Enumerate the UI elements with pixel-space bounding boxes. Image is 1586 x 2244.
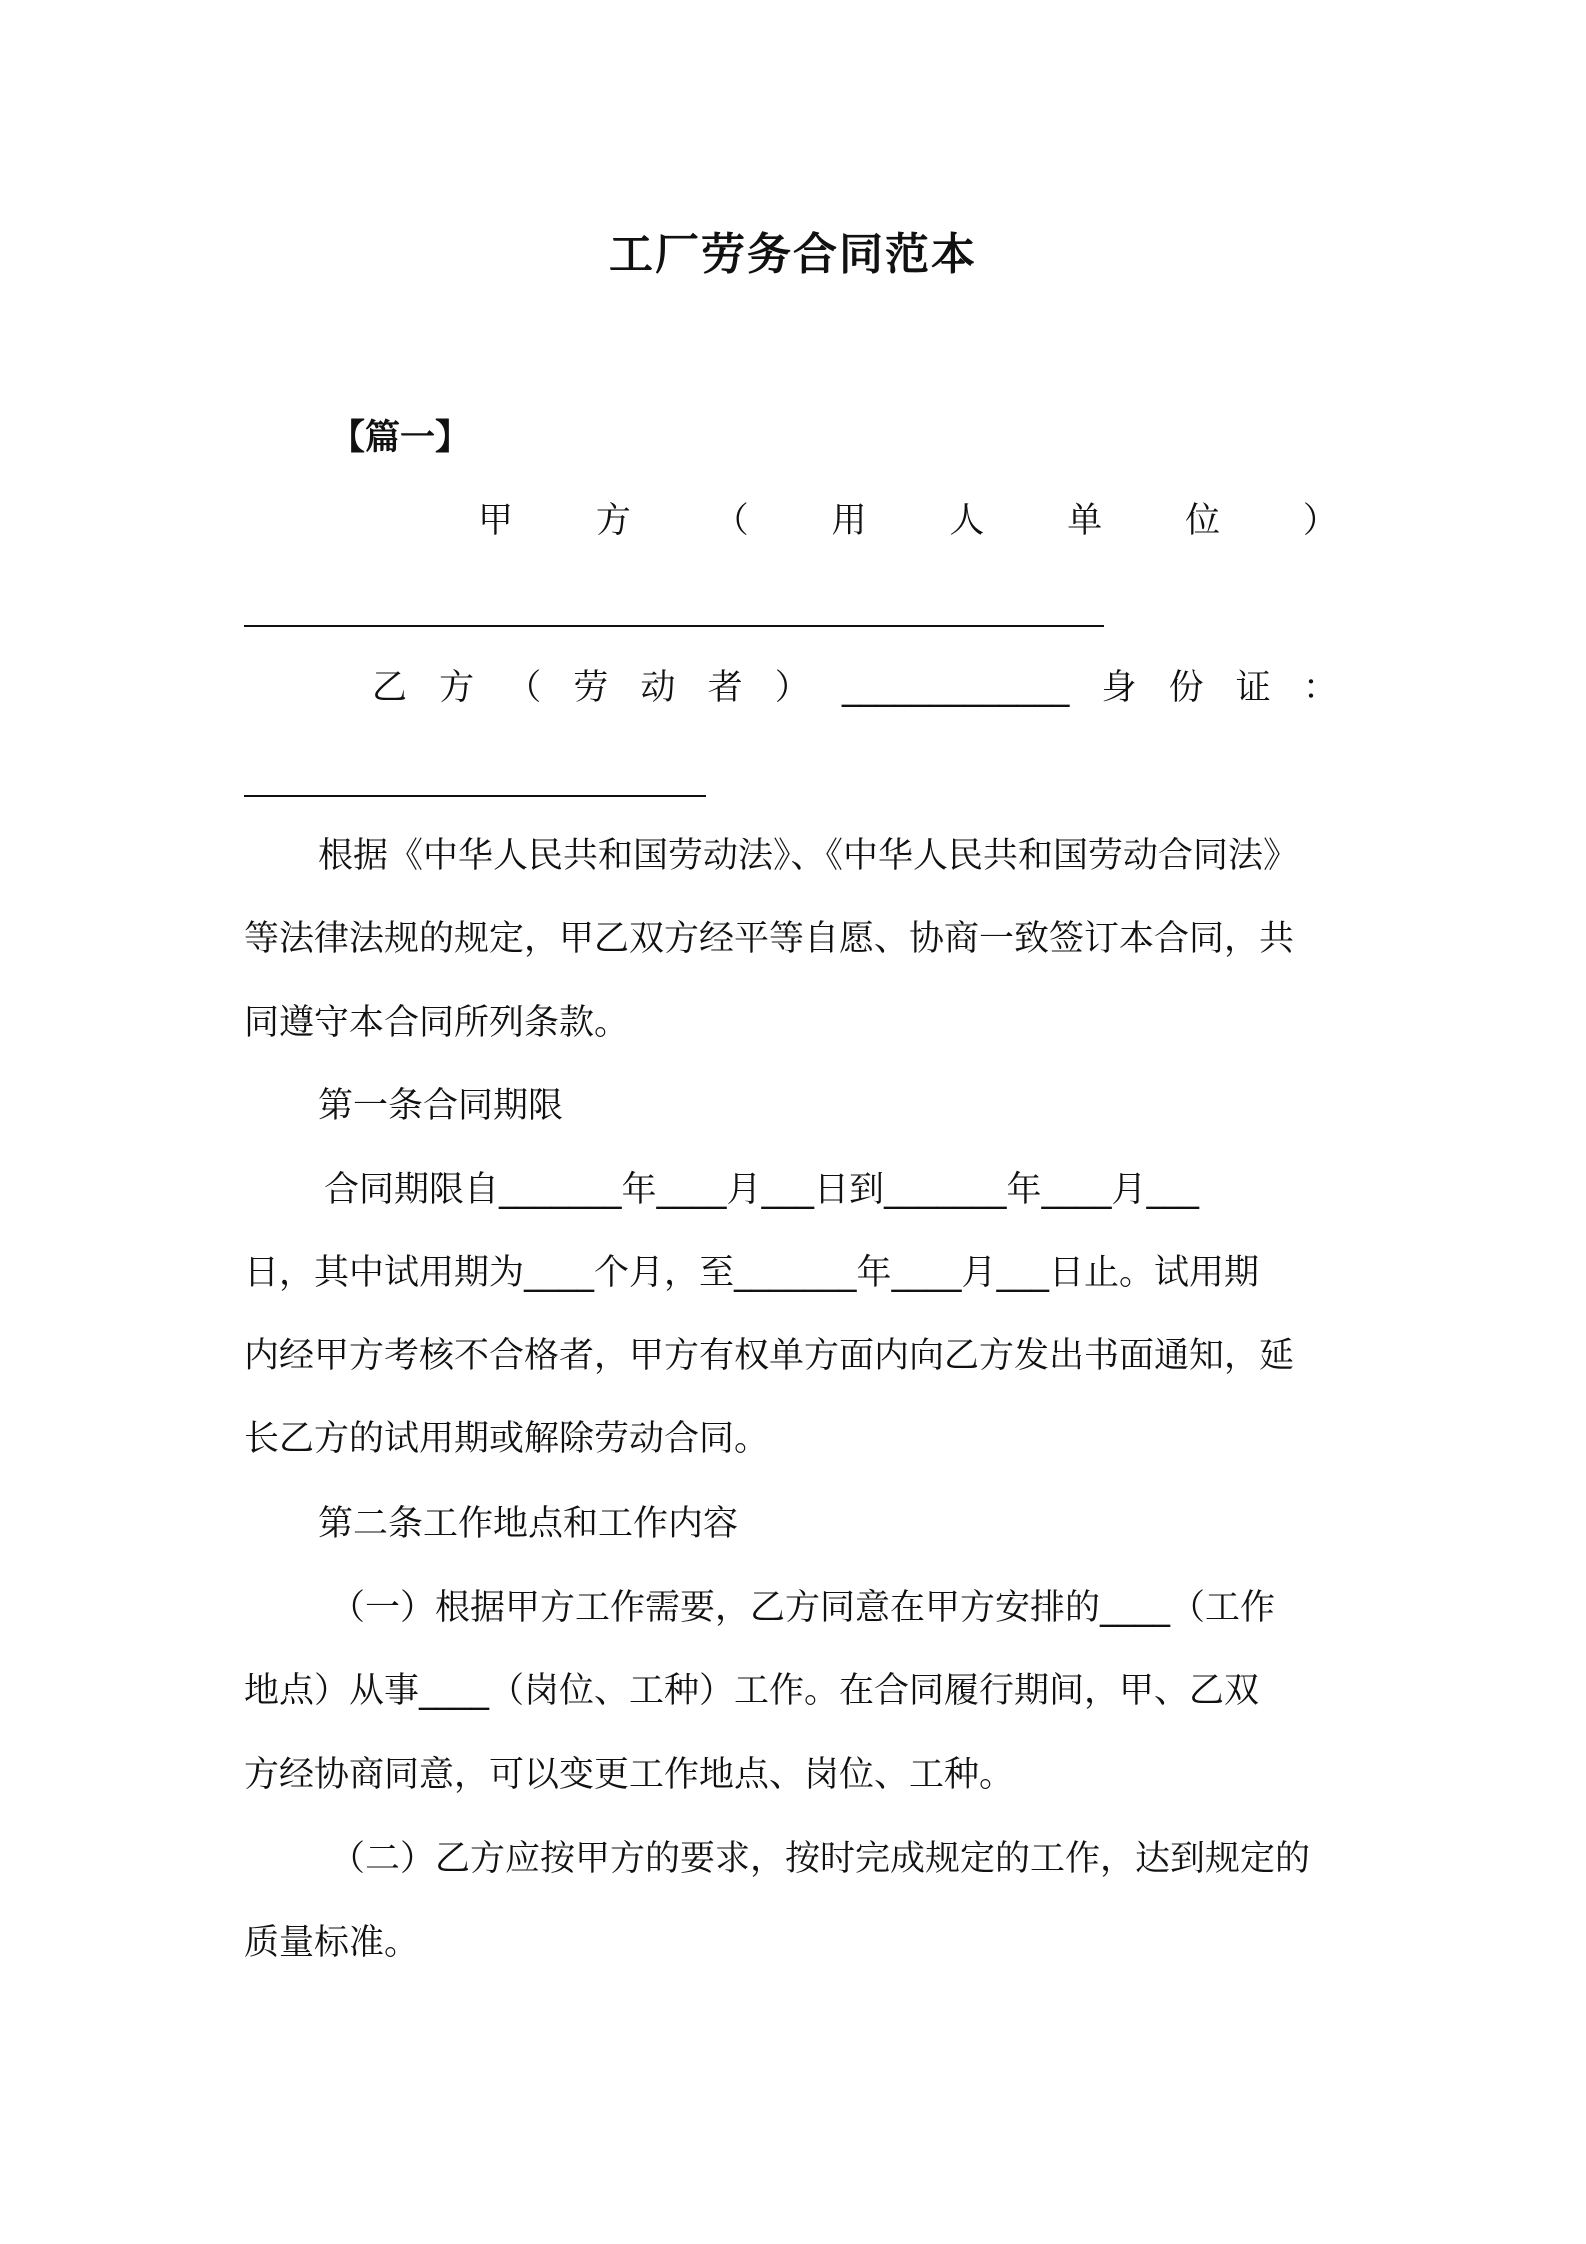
body-line: （一）根据甲方工作需要，乙方同意在甲方安排的____（工作	[330, 1588, 1276, 1628]
body-line: 日，其中试用期为____个月，至_______年____月___日止。试用期	[244, 1253, 1260, 1293]
id-char: 份	[1168, 668, 1204, 708]
party-b-char: 乙	[372, 668, 408, 708]
body-line: （二）乙方应按甲方的要求，按时完成规定的工作，达到规定的	[330, 1839, 1311, 1879]
id-char: 身	[1101, 668, 1137, 708]
party-b-line	[372, 664, 1338, 712]
party-a-char: 用	[831, 501, 867, 541]
body-line: 地点）从事____（岗位、工种）工作。在合同履行期间，甲、乙双	[244, 1671, 1260, 1711]
article-heading: 第二条工作地点和工作内容	[318, 1504, 739, 1544]
party-b-char: 动	[640, 668, 676, 708]
party-a-char: （	[713, 501, 749, 541]
party-b-blank: _____________	[841, 668, 1070, 708]
party-a-char: 人	[949, 501, 985, 541]
body-line: 方经协商同意，可以变更工作地点、岗位、工种。	[244, 1755, 1015, 1795]
party-a-char: 单	[1067, 501, 1103, 541]
party-a-char: 甲	[478, 501, 514, 541]
document-title: 工厂劳务合同范本	[609, 229, 977, 280]
body-line: 质量标准。	[244, 1923, 420, 1963]
body-line: 同遵守本合同所列条款。	[244, 1003, 630, 1043]
id-fill-line	[244, 795, 706, 797]
body-line: 合同期限自_______年____月___日到_______年____月___	[324, 1170, 1200, 1210]
party-a-fill-line	[244, 625, 1104, 627]
party-a-line	[478, 497, 1338, 545]
party-b-char: 者	[707, 668, 743, 708]
party-b-char: ）	[774, 668, 810, 708]
id-char: 证	[1235, 668, 1271, 708]
party-a-char: 位	[1185, 501, 1221, 541]
body-line: 内经甲方考核不合格者，甲方有权单方面内向乙方发出书面通知，延	[244, 1336, 1295, 1376]
party-b-char: 方	[439, 668, 475, 708]
body-line: 等法律法规的规定，甲乙双方经平等自愿、协商一致签订本合同，共	[244, 919, 1295, 959]
party-a-char: ）	[1302, 501, 1338, 541]
party-b-char: （	[506, 668, 542, 708]
party-a-char: 方	[595, 501, 631, 541]
section-heading: 【篇一】	[330, 418, 471, 458]
article-heading: 第一条合同期限	[318, 1086, 564, 1126]
body-line: 长乙方的试用期或解除劳动合同。	[244, 1419, 770, 1459]
body-line: 根据《中华人民共和国劳动法》、《中华人民共和国劳动合同法》	[318, 836, 1299, 876]
id-char: ：	[1302, 668, 1338, 708]
party-b-char: 劳	[573, 668, 609, 708]
